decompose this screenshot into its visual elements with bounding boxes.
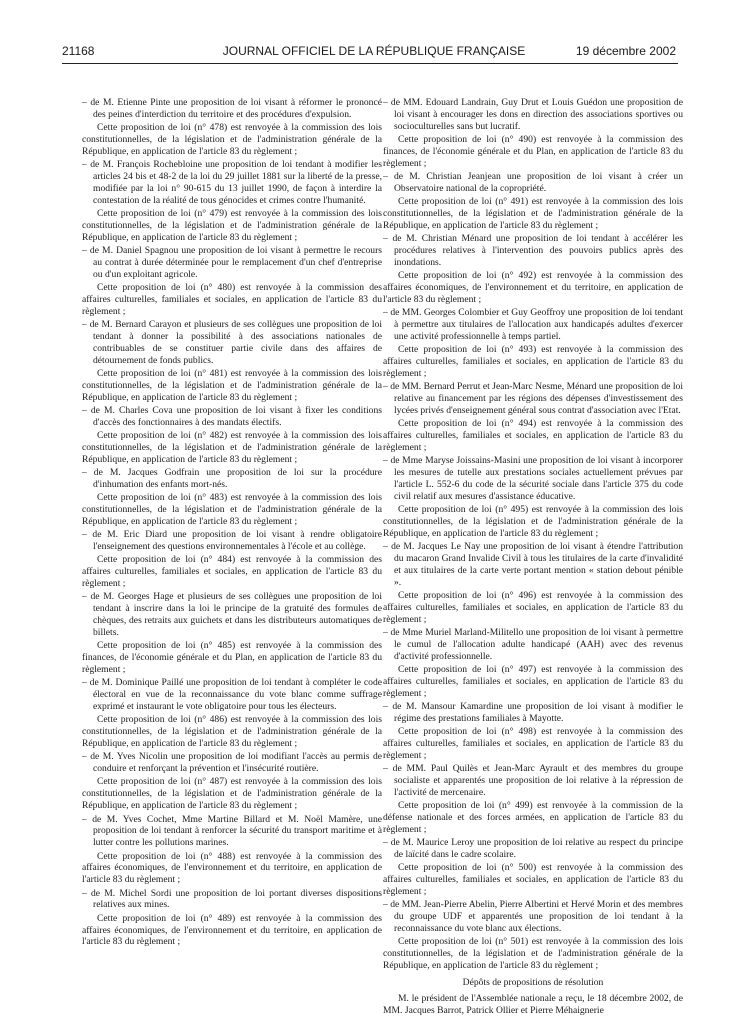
left-column [82, 97, 382, 950]
proposal-entry: – de M. Dominique Paillé une proposition de loi tendant à compléter le code électoral en vue de la reconnaissance du vote blanc comme suffrage exprimé et instaurant le vote obligatoire pour tous les électeurs. [82, 677, 382, 713]
referral-paragraph: Cette proposition de loi (n° 499) est renvoyée à la commission de la défense nationale et des forces armées, en application de l'article 83 du règlement ; [383, 800, 683, 836]
proposal-entry: – de MM. Bernard Perrut et Jean-Marc Nesme, Ménard une proposition de loi relative au financement par les régions des dépenses d'investissement des lycées privés d'enseignement général sous contrat d'association avec l'Etat. [383, 381, 683, 417]
proposal-entry: – de M. Christian Ménard une proposition de loi tendant à accélérer les procédures relatives à l'intervention des pouvoirs publics après des inondations. [383, 233, 683, 268]
proposal-entry: – de M. Christian Jeanjean une proposition de loi visant à créer un Observatoire national de la copropriété. [383, 171, 683, 194]
proposal-entry: – de M. Bernard Carayon et plusieurs de ses collègues une proposition de loi tendant à donner la possibilité à des associations nationales de contribuables de se constituer partie civile dans des affaires de détournement de fonds publics. [82, 319, 382, 366]
referral-paragraph: Cette proposition de loi (n° 497) est renvoyée à la commission des affaires culturelles, familiales et sociales, en application de l'article 83 du règlement ; [383, 664, 683, 699]
referral-paragraph: Cette proposition de loi (n° 481) est renvoyée à la commission des lois constitutionnelles, de la législation et de l'administration générale de la République, en application de l'article 83 du règlement ; [82, 368, 382, 403]
referral-paragraph: Cette proposition de loi (n° 489) est renvoyée à la commission des affaires économiques, de l'environnement et du territoire, en application de l'article 83 du règlement ; [82, 912, 382, 948]
proposal-entry: – de M. François Rochebloine une proposition de loi tendant à modifier les articles 24 bis et 48-2 de la loi du 29 juillet 1881 sur la liberté de la presse, modifiée par la loi n° 90-615 du 13 juillet 1990, de façon à interdire la contestation de la réalité de tous génocides et crimes contre l'humanité. [82, 159, 382, 206]
proposal-entry: – de M. Yves Nicolin une proposition de loi modifiant l'accès au permis de conduire et renforçant la prévention et l'insécurité routière. [82, 751, 382, 775]
proposal-entry: – de M. Michel Sordi une proposition de loi portant diverses dispositions relatives aux mines. [82, 887, 382, 911]
referral-paragraph: Cette proposition de loi (n° 490) est renvoyée à la commission des finances, de l'économie générale et du Plan, en application de l'article 83 du règlement ; [383, 134, 683, 169]
referral-paragraph: Cette proposition de loi (n° 494) est renvoyée à la commission des affaires culturelles, familiales et sociales, en application de l'article 83 du règlement ; [383, 418, 683, 454]
referral-paragraph: Cette proposition de loi (n° 487) est renvoyée à la commission des lois constitutionnelles, de la législation et de l'administration générale de la République, en application de l'article 83 du règlement ; [82, 776, 382, 812]
referral-paragraph: Cette proposition de loi (n° 482) est renvoyée à la commission des lois constitutionnelles, de la législation et de l'administration générale de la République, en application de l'article 83 du règlement ; [82, 430, 382, 465]
proposal-entry: – de Mme Muriel Marland-Militello une proposition de loi visant à permettre le cumul de l'allocation adulte handicapé (AAH) avec des revenus d'activité professionnelle. [383, 627, 683, 662]
proposal-entry: – de M. Georges Hage et plusieurs de ses collègues une proposition de loi tendant à inscrire dans la loi le principe de la gratuité des formules de chèques, des retraits aux guichets et dans les distributeurs automatiques de billets. [82, 591, 382, 639]
page-header [0, 44, 748, 62]
proposal-entry: – de M. Daniel Spagnou une proposition de loi visant à permettre le recours au contrat à durée déterminée pour le remplacement d'un chef d'entreprise ou d'un exploitant agricole. [82, 245, 382, 280]
referral-paragraph: Cette proposition de loi (n° 480) est renvoyée à la commission des affaires culturelles, familiales et sociales, en application de l'article 83 du règlement ; [82, 282, 382, 317]
referral-paragraph: Cette proposition de loi (n° 492) est renvoyée à la commission des affaires économiques, de l'environnement et du territoire, en application de l'article 83 du règlement ; [383, 270, 683, 305]
proposal-entry: – de MM. Jean-Pierre Abelin, Pierre Albertini et Hervé Morin et des membres du groupe UDF et apparentés une proposition de loi tendant à la reconnaissance du vote blanc aux élections. [383, 899, 683, 935]
referral-paragraph: Cette proposition de loi (n° 496) est renvoyée à la commission des affaires culturelles, familiales et sociales, en application de l'article 83 du règlement ; [383, 590, 683, 625]
proposal-entry: – de M. Etienne Pinte une proposition de loi visant à réformer le prononcé des peines d'interdiction du territoire et des procédures d'expulsion. [82, 97, 382, 120]
referral-paragraph: Cette proposition de loi (n° 478) est renvoyée à la commission des lois constitutionnelles, de la législation et de l'administration générale de la République, en application de l'article 83 du règlement ; [82, 122, 382, 157]
proposal-entry: – de M. Jacques Le Nay une proposition de loi visant à étendre l'attribution du macaron Grand Invalide Civil à tous les titulaires de la carte d'invalidité et aux titulaires de la carte verte portant mention « station debout pénible ». [383, 541, 683, 588]
proposal-entry: – de M. Charles Cova une proposition de loi visant à fixer les conditions d'accès des fonctionnaires à des mandats électifs. [82, 405, 382, 428]
section-heading: Dépôts de propositions de résolution [462, 977, 604, 989]
referral-paragraph: Cette proposition de loi (n° 498) est renvoyée à la commission des affaires culturelles, familiales et sociales, en application de l'article 83 du règlement ; [383, 726, 683, 762]
proposal-entry: – de M. Mansour Kamardine une proposition de loi visant à modifier le régime des prestations familiales à Mayotte. [383, 701, 683, 725]
referral-paragraph: Cette proposition de loi (n° 501) est renvoyée à la commission des lois constitutionnelles, de la législation et de l'administration générale de la République, en application de l'article 83 du règlement ; [383, 936, 683, 972]
proposal-entry: – de Mme Maryse Joissains-Masini une proposition de loi visant à incorporer les mesures de tutelle aux prestations sociales actuellement prévues par l'article L. 552-6 du code de la sécurité sociale dans l'article 375 du code civil relatif aux mesures d'assistance éducative. [383, 455, 683, 502]
referral-paragraph: Cette proposition de loi (n° 485) est renvoyée à la commission des finances, de l'économie générale et du Plan, en application de l'article 83 du règlement ; [82, 640, 382, 676]
publication-date: 19 décembre 2002 [575, 44, 676, 58]
referral-paragraph: M. le président de l'Assemblée nationale a reçu, le 18 décembre 2002, de MM. Jacques Barrot, Patrick Ollier et Pierre Méhaignerie [383, 993, 683, 1016]
header-rule [62, 63, 678, 64]
referral-paragraph: Cette proposition de loi (n° 495) est renvoyée à la commission des lois constitutionnelles, de la législation et de l'administration générale de la République, en application de l'article 83 du règlement ; [383, 504, 683, 539]
referral-paragraph: Cette proposition de loi (n° 479) est renvoyée à la commission des lois constitutionnelles, de la législation et de l'administration générale de la République, en application de l'article 83 du règlement ; [82, 208, 382, 243]
proposal-entry: – de M. Maurice Leroy une proposition de loi relative au respect du principe de laïcité dans le cadre scolaire. [383, 837, 683, 861]
referral-paragraph: Cette proposition de loi (n° 483) est renvoyée à la commission des lois constitutionnelles, de la législation et de l'administration générale de la République, en application de l'article 83 du règlement ; [82, 492, 382, 528]
proposal-entry: – de MM. Edouard Landrain, Guy Drut et Louis Guédon une proposition de loi visant à encourager les dons en direction des associations sportives ou socioculturelles sans but lucratif. [383, 97, 683, 132]
proposal-entry: – de MM. Paul Quilès et Jean-Marc Ayrault et des membres du groupe socialiste et apparentés une proposition de loi relative à la répression de l'activité de mercenaire. [383, 763, 683, 799]
journal-title: JOURNAL OFFICIEL DE LA RÉPUBLIQUE FRANÇAISE [222, 44, 526, 58]
proposal-entry: – de M. Yves Cochet, Mme Martine Billard et M. Noël Mamère, une proposition de loi tendant à renforcer la sécurité du transport maritime et à lutter contre les pollutions marines. [82, 813, 382, 849]
referral-paragraph: Cette proposition de loi (n° 493) est renvoyée à la commission des affaires culturelles, familiales et sociales, en application de l'article 83 du règlement ; [383, 344, 683, 380]
referral-paragraph: Cette proposition de loi (n° 500) est renvoyée à la commission des affaires culturelles, familiales et sociales, en application de l'article 83 du règlement ; [383, 862, 683, 898]
proposal-entry: – de MM. Georges Colombier et Guy Geoffroy une proposition de loi tendant à permettre aux titulaires de l'allocation aux handicapés adultes d'exercer une activité professionnelle à temps partiel. [383, 307, 683, 342]
proposal-entry: – de M. Jacques Godfrain une proposition de loi sur la procédure d'inhumation des enfants mort-nés. [82, 467, 382, 491]
right-column [383, 97, 683, 1018]
page-number: 21168 [62, 44, 95, 58]
referral-paragraph: Cette proposition de loi (n° 491) est renvoyée à la commission des lois constitutionnelles, de la législation et de l'administration générale de la République, en application de l'article 83 du règlement ; [383, 196, 683, 231]
referral-paragraph: Cette proposition de loi (n° 488) est renvoyée à la commission des affaires économiques, de l'environnement et du territoire, en application de l'article 83 du règlement ; [82, 850, 382, 886]
referral-paragraph: Cette proposition de loi (n° 486) est renvoyée à la commission des lois constitutionnelles, de la législation et de l'administration générale de la République, en application de l'article 83 du règlement ; [82, 714, 382, 750]
referral-paragraph: Cette proposition de loi (n° 484) est renvoyée à la commission des affaires culturelles, familiales et sociales, en application de l'article 83 du règlement ; [82, 554, 382, 590]
proposal-entry: – de M. Eric Diard une proposition de loi visant à rendre obligatoire l'enseignement des questions environnementales à l'école et au collège. [82, 529, 382, 553]
